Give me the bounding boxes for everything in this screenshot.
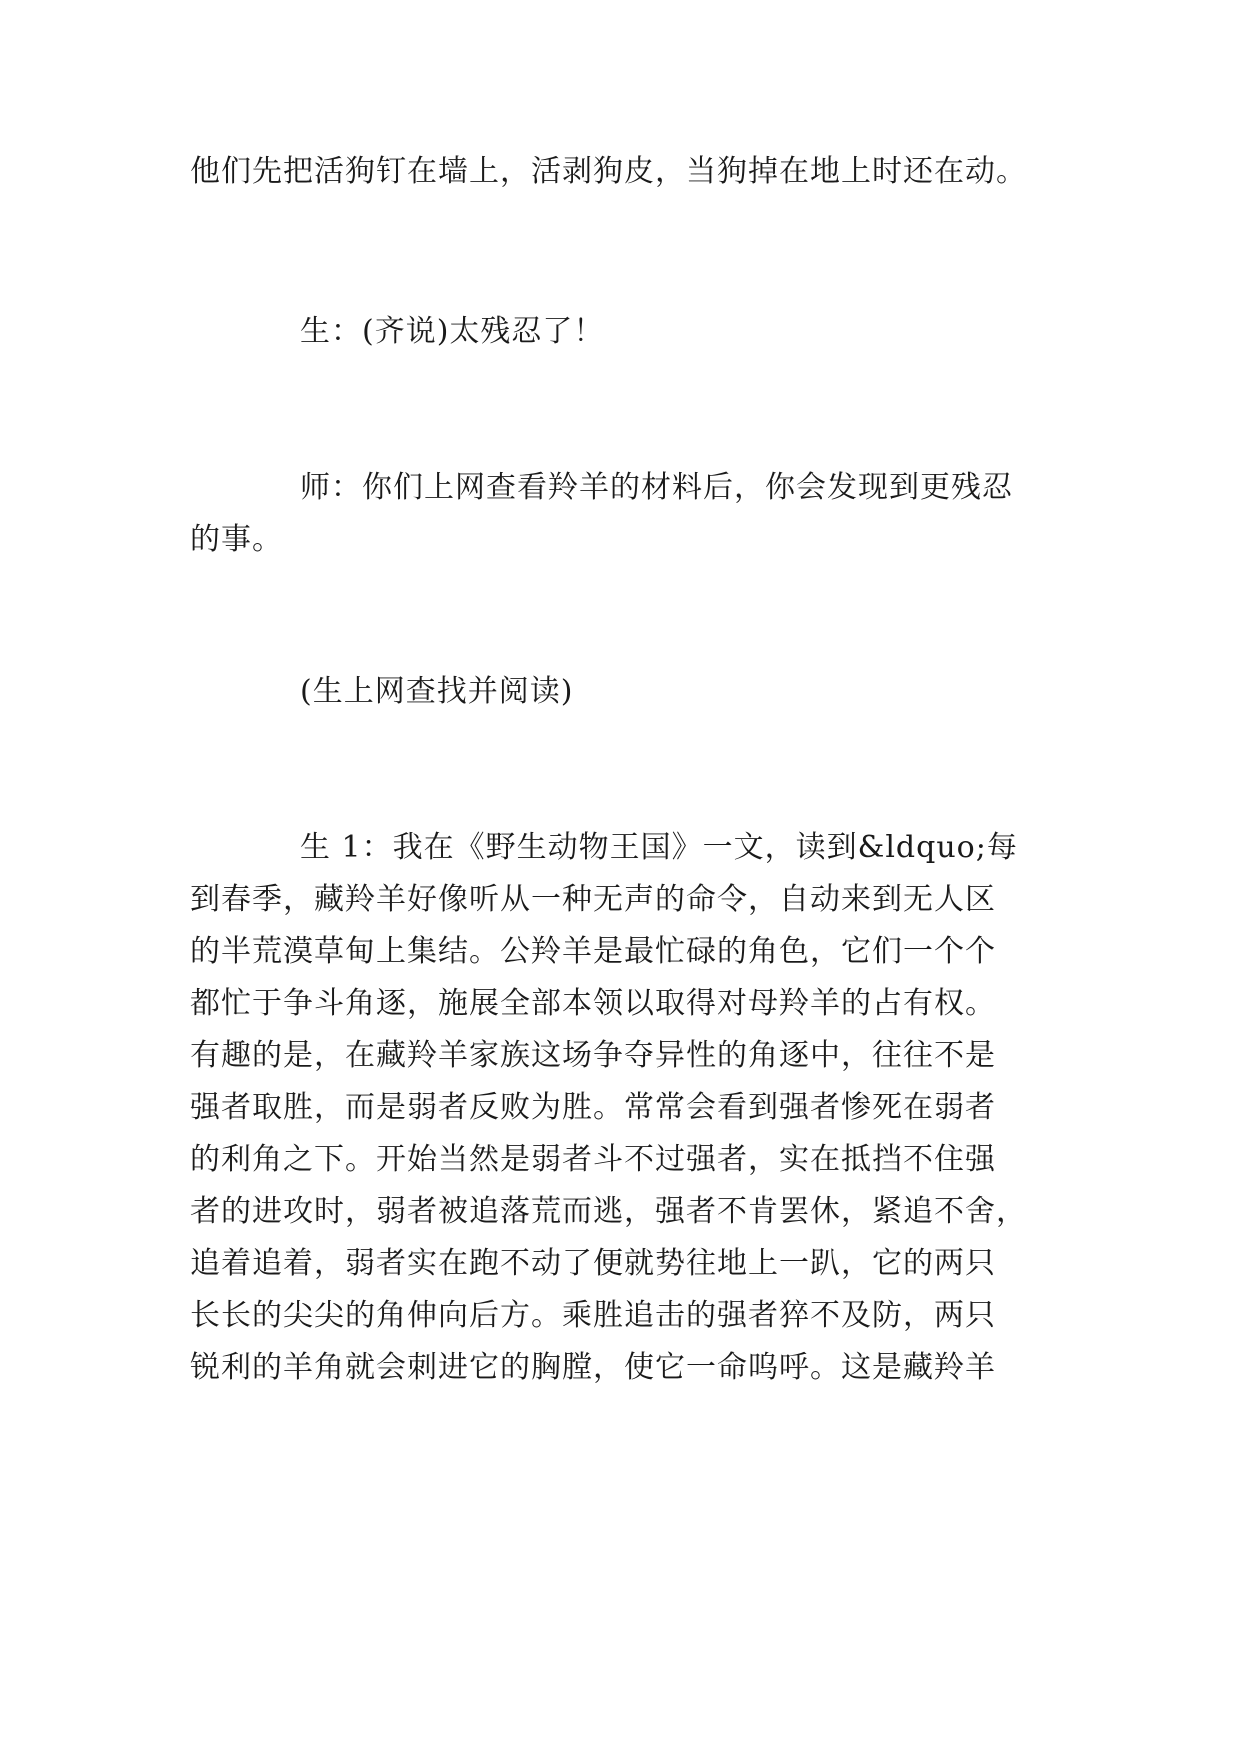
paragraph-5-line-11: 锐利的羊角就会刺进它的胸膛，使它一命呜呼。这是藏羚羊 (190, 1350, 996, 1385)
paragraph-3-line-2: 的事。 (190, 522, 283, 557)
paragraph-4-line-1: (生上网查找并阅读) (300, 674, 574, 709)
paragraph-5-line-6: 强者取胜，而是弱者反败为胜。常常会看到强者惨死在弱者 (190, 1090, 996, 1125)
paragraph-5-line-2: 到春季，藏羚羊好像听从一种无声的命令，自动来到无人区 (190, 882, 996, 917)
paragraph-3-line-1: 师：你们上网查看羚羊的材料后，你会发现到更残忍 (300, 470, 1013, 505)
paragraph-2-line-1: 生：(齐说)太残忍了！ (300, 314, 605, 349)
paragraph-5-line-5: 有趣的是，在藏羚羊家族这场争夺异性的角逐中，往往不是 (190, 1038, 996, 1073)
paragraph-5-line-4: 都忙于争斗角逐，施展全部本领以取得对母羚羊的占有权。 (190, 986, 996, 1021)
paragraph-5-line-9: 追着追着，弱者实在跑不动了便就势往地上一趴，它的两只 (190, 1246, 996, 1281)
paragraph-5-line-3: 的半荒漠草甸上集结。公羚羊是最忙碌的角色，它们一个个 (190, 934, 996, 969)
paragraph-1-line-1: 他们先把活狗钉在墙上，活剥狗皮，当狗掉在地上时还在动。 (190, 154, 1027, 189)
paragraph-5-line-10: 长长的尖尖的角伸向后方。乘胜追击的强者猝不及防，两只 (190, 1298, 996, 1333)
paragraph-5-line-1: 生 1：我在《野生动物王国》一文，读到&ldquo;每 (300, 830, 1018, 865)
paragraph-5-line-8: 者的进攻时，弱者被追落荒而逃，强者不肯罢休，紧追不舍， (190, 1194, 1027, 1229)
paragraph-5-line-7: 的利角之下。开始当然是弱者斗不过强者，实在抵挡不住强 (190, 1142, 996, 1177)
